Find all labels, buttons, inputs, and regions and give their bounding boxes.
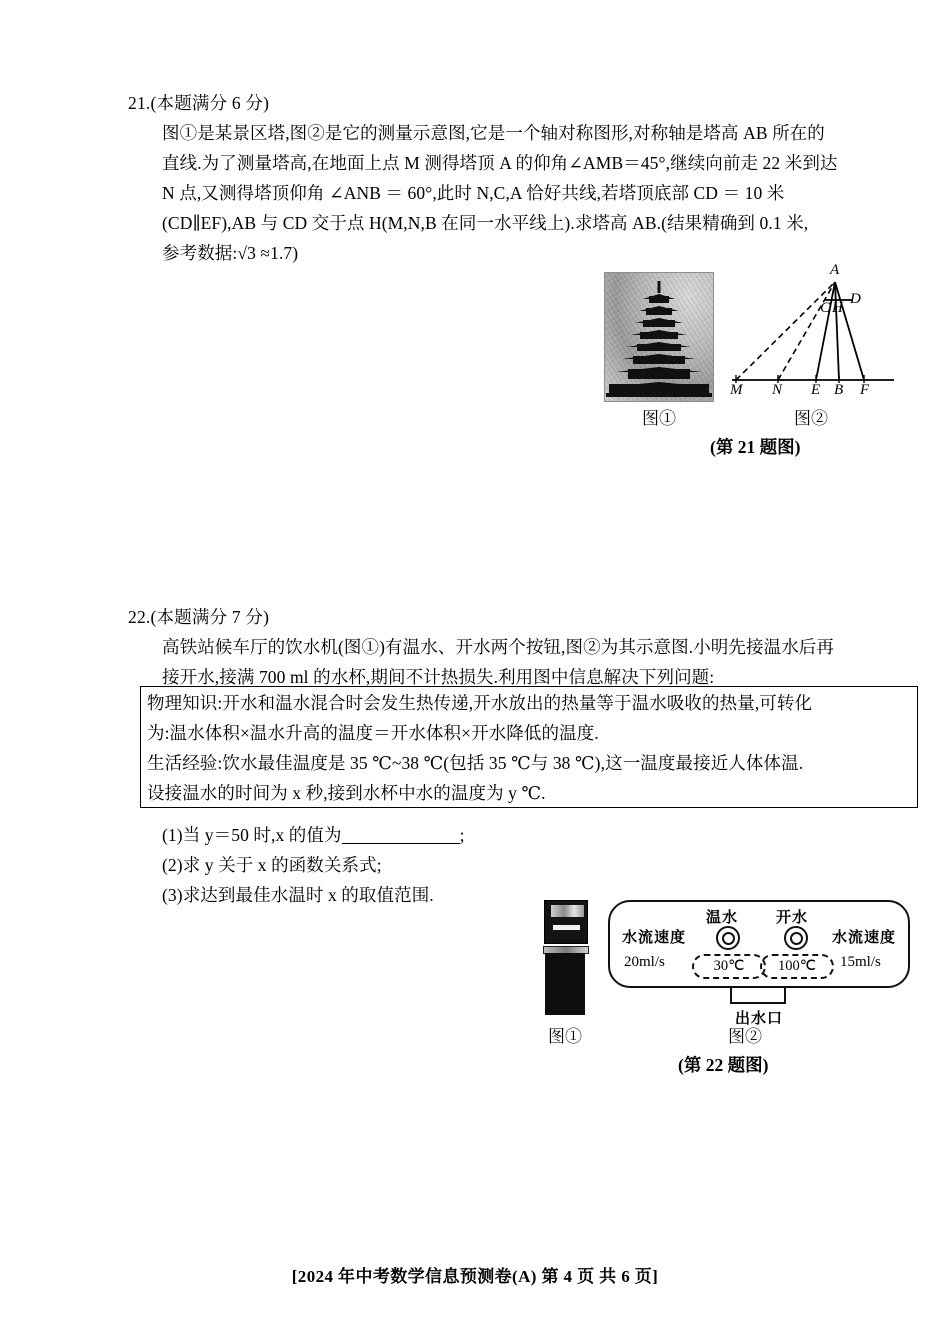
problem-21-line-3: N 点,又测得塔顶仰角 ∠ANB ＝ 60°,此时 N,C,A 恰好共线,若塔顶底部 CD ＝ 10 米 bbox=[162, 183, 785, 203]
geometry-svg bbox=[726, 262, 896, 402]
dispenser-head-glare bbox=[551, 905, 584, 917]
hot-water-temperature: 100℃ bbox=[760, 954, 834, 979]
dispenser-head bbox=[544, 900, 588, 944]
info-box-line-3: 生活经验:饮水最佳温度是 35 ℃~38 ℃(包括 35 ℃与 38 ℃),这一温度最接近人体体温. bbox=[147, 753, 804, 773]
problem-22-line-1: 高铁站候车厅的饮水机(图①)有温水、开水两个按钮,图②为其示意图.小明先接温水后再 bbox=[162, 637, 835, 657]
problem-22-number: 22.(本题满分 7 分) bbox=[128, 607, 270, 627]
problem-21-line-4: (CD∥EF),AB 与 CD 交于点 H(M,N,B 在同一水平线上).求塔高 AB.(结果精确到 0.1 米, bbox=[162, 213, 809, 233]
geo-label-F: F bbox=[860, 382, 870, 398]
geo-label-N: N bbox=[772, 382, 783, 398]
geo-label-C: C bbox=[820, 300, 831, 316]
hot-water-button-label: 开水 bbox=[776, 909, 809, 926]
problem-21-line-5: 参考数据:√3 ≈1.7) bbox=[162, 243, 299, 263]
geo-label-E: E bbox=[811, 382, 821, 398]
problem-22-fig1-caption: 图① bbox=[548, 1027, 582, 1046]
spout-bottom-wall bbox=[730, 1002, 786, 1004]
water-dispenser-schematic bbox=[608, 900, 910, 1027]
page-footer: [2024 年中考数学信息预测卷(A) 第 4 页 共 6 页] bbox=[291, 1267, 659, 1286]
pagoda-photo-background bbox=[604, 272, 714, 402]
info-box-line-4: 设接温水的时间为 x 秒,接到水杯中水的温度为 y ℃. bbox=[147, 783, 546, 803]
water-dispenser-photo-figure bbox=[542, 900, 588, 1020]
left-flow-rate-label: 水流速度 bbox=[622, 929, 687, 946]
info-box-line-2: 为:温水体积×温水升高的温度＝开水体积×开水降低的温度. bbox=[147, 723, 599, 743]
problem-21-geometry-figure bbox=[726, 262, 896, 402]
warm-water-temperature: 30℃ bbox=[692, 954, 766, 979]
geo-label-D: D bbox=[850, 291, 861, 307]
question-1-text: (1)当 y＝50 时,x 的值为 bbox=[162, 825, 342, 845]
geo-label-H: H bbox=[832, 300, 843, 316]
problem-22-question-2: (2)求 y 关于 x 的函数关系式; bbox=[162, 855, 382, 875]
problem-22-figure-caption: (第 22 题图) bbox=[678, 1055, 769, 1075]
right-flow-rate-label: 水流速度 bbox=[832, 929, 897, 946]
problem-21-number: 21.(本题满分 6 分) bbox=[128, 93, 270, 113]
right-flow-rate-value: 15ml/s bbox=[840, 954, 881, 970]
dispenser-body bbox=[545, 953, 585, 1015]
answer-blank-1[interactable] bbox=[342, 843, 460, 844]
pagoda-photo-figure bbox=[604, 272, 714, 402]
info-box-line-1: 物理知识:开水和温水混合时会发生热传递,开水放出的热量等于温水吸收的热量,可转化 bbox=[147, 693, 813, 713]
problem-21-fig2-caption: 图② bbox=[794, 409, 828, 428]
problem-22-question-3: (3)求达到最佳水温时 x 的取值范围. bbox=[162, 885, 434, 905]
geo-label-B: B bbox=[834, 382, 844, 398]
hot-water-button-icon[interactable] bbox=[784, 926, 808, 950]
geo-label-M: M bbox=[730, 382, 743, 398]
warm-water-button-label: 温水 bbox=[706, 909, 739, 926]
problem-22-info-box bbox=[140, 686, 918, 808]
problem-21-line-1: 图①是某景区塔,图②是它的测量示意图,它是一个轴对称图形,对称轴是塔高 AB 所在的 bbox=[162, 123, 825, 143]
left-flow-rate-value: 20ml/s bbox=[624, 954, 665, 970]
problem-21-line-2: 直线.为了测量塔高,在地面上点 M 测得塔顶 A 的仰角∠AMB＝45°,继续向前走 22 米到达 bbox=[162, 153, 838, 173]
problem-21-fig1-caption: 图① bbox=[642, 409, 676, 428]
spout-label: 出水口 bbox=[734, 1010, 783, 1027]
geo-label-A: A bbox=[830, 262, 840, 278]
problem-22-line-2: 接开水,接满 700 ml 的水杯,期间不计热损失.利用图中信息解决下列问题: bbox=[162, 667, 715, 687]
warm-water-button-icon[interactable] bbox=[716, 926, 740, 950]
question-1-semicolon: ; bbox=[459, 825, 465, 845]
problem-21-figure-caption: (第 21 题图) bbox=[710, 437, 801, 457]
problem-22-question-1 bbox=[162, 820, 465, 850]
dispenser-panel-slot bbox=[553, 925, 580, 930]
problem-22-fig2-caption: 图② bbox=[728, 1027, 762, 1046]
